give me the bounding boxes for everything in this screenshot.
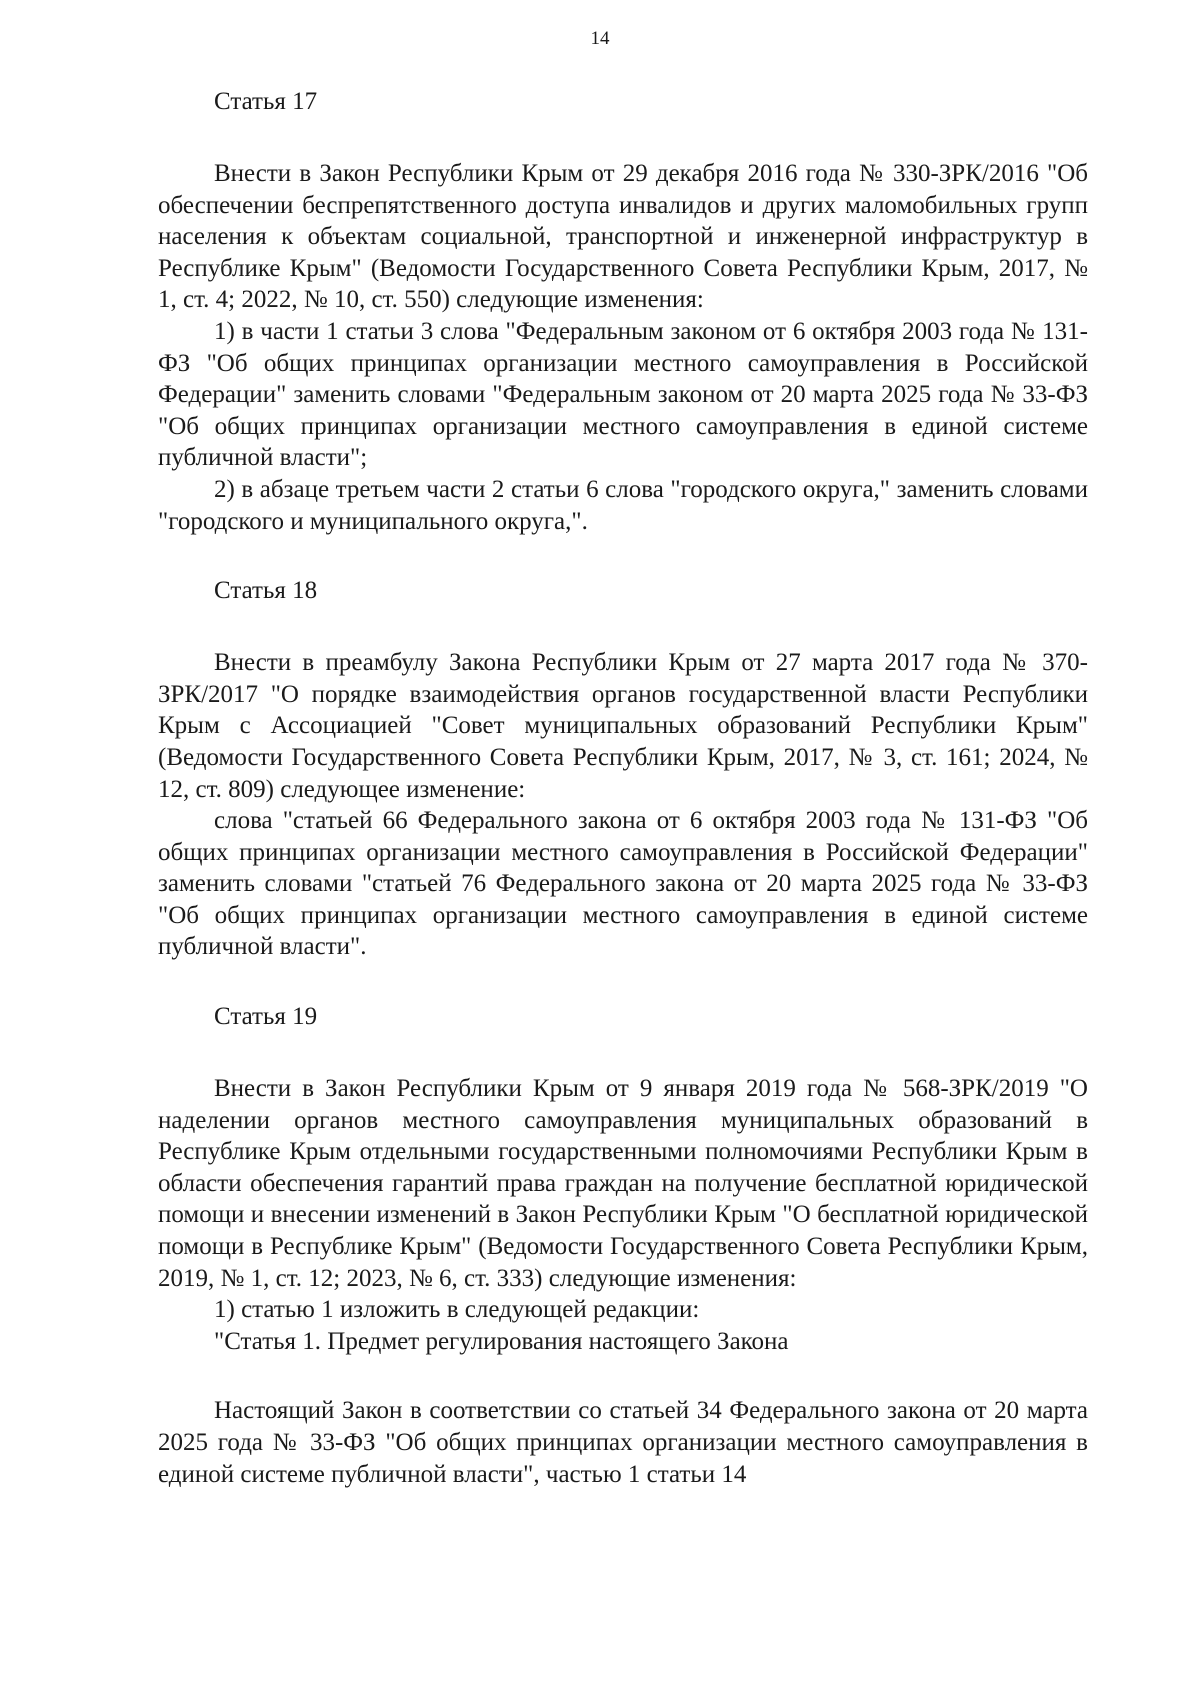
document-body: [158, 86, 1088, 1528]
article-paragraph: 2) в абзаце третьем части 2 статьи 6 слова "городского округа," заменить словами "городского и муниципального округа,".: [158, 475, 1088, 535]
article-19: [158, 1001, 1088, 1490]
article-paragraph: Внести в Закон Республики Крым от 9 января 2019 года № 568-ЗРК/2019 "О наделении органов местного самоуправления муниципальных образований в Республике Крым отдельными государственными полномочиями Республики Крым в области обеспечения гарантий права граждан на получение бесплатной юридической помощи и внесении изменений в Закон Республики Крым "О бесплатной юридической помощи в Республике Крым" (Ведомости Государственного Совета Республики Крым, 2019, № 1, ст. 12; 2023, № 6, ст. 333) следующие изменения:: [158, 1075, 1088, 1292]
article-heading: Статья 17: [214, 88, 318, 115]
article-paragraph: 1) статью 1 изложить в следующей редакции:: [214, 1296, 700, 1324]
article-paragraph: Внести в Закон Республики Крым от 29 декабря 2016 года № 330-ЗРК/2016 "Об обеспечении беспрепятственного доступа инвалидов и других маломобильных групп населения к объектам социальной, транспортной и инженерной инфраструктур в Республике Крым" (Ведомости Государственного Совета Республики Крым, 2017, № 1, ст. 4; 2022, № 10, ст. 550) следующие изменения:: [158, 160, 1088, 314]
article-17: [158, 86, 1088, 537]
article-paragraph: 1) в части 1 статьи 3 слова "Федеральным законом от 6 октября 2003 года № 131-ФЗ "Об общих принципах организации местного самоуправления в Российской Федерации" заменить словами "Федеральным законом от 20 марта 2025 года № 33-ФЗ "Об общих принципах организации местного самоуправления в единой системе публичной власти";: [158, 317, 1088, 472]
article-18: [158, 575, 1088, 963]
quoted-article-heading: "Статья 1. Предмет регулирования настоящего Закона: [214, 1327, 789, 1355]
page-number: 14: [590, 28, 610, 49]
article-heading: Статья 18: [214, 577, 318, 605]
article-heading: Статья 19: [214, 1003, 318, 1031]
article-paragraph: слова "статьей 66 Федерального закона от 6 октября 2003 года № 131-ФЗ "Об общих принципах организации местного самоуправления в Российской Федерации" заменить словами "статьей 76 Федерального закона от 20 марта 2025 года № 33-ФЗ "Об общих принципах организации местного самоуправления в единой системе публичной власти".: [158, 807, 1088, 961]
quoted-article-paragraph: Настоящий Закон в соответствии со статьей 34 Федерального закона от 20 марта 2025 года № 33-ФЗ "Об общих принципах организации местного самоуправления в единой системе публичной власти", частью 1 статьи 14: [158, 1397, 1088, 1488]
article-paragraph: Внести в преамбулу Закона Республики Крым от 27 марта 2017 года № 370-ЗРК/2017 "О порядке взаимодействия органов государственной власти Республики Крым с Ассоциацией "Совет муниципальных образований Республики Крым" (Ведомости Государственного Совета Республики Крым, 2017, № 3, ст. 161; 2024, № 12, ст. 809) следующее изменение:: [158, 649, 1088, 803]
